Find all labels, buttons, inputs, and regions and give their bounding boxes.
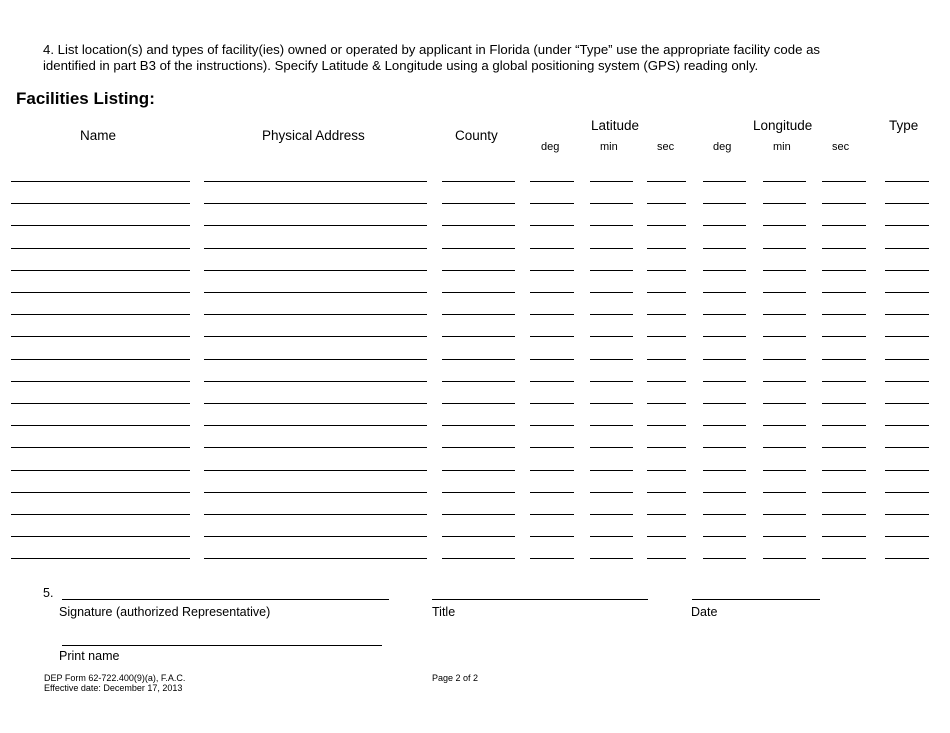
footer-effective-date: Effective date: December 17, 2013: [44, 683, 183, 693]
type-field[interactable]: [885, 225, 929, 226]
lon-min-field[interactable]: [763, 270, 806, 271]
type-field[interactable]: [885, 536, 929, 537]
subheader-lon-deg: deg: [713, 141, 732, 153]
county-field[interactable]: [442, 536, 515, 537]
name-field[interactable]: [11, 248, 190, 249]
county-field[interactable]: [442, 492, 515, 493]
county-field[interactable]: [442, 314, 515, 315]
footer-form-id: DEP Form 62-722.400(9)(a), F.A.C.: [44, 673, 186, 683]
name-field[interactable]: [11, 225, 190, 226]
lat-min-field[interactable]: [590, 558, 633, 559]
column-header-county: County: [455, 128, 498, 143]
name-field[interactable]: [11, 270, 190, 271]
instruction-line-2: identified in part B3 of the instructions). Specify Latitude & Longitude using a global positioning system (GPS) reading only.: [43, 58, 759, 73]
type-field[interactable]: [885, 248, 929, 249]
name-field[interactable]: [11, 492, 190, 493]
lon-min-field[interactable]: [763, 514, 806, 515]
county-field[interactable]: [442, 203, 515, 204]
county-field[interactable]: [442, 403, 515, 404]
lon-min-field[interactable]: [763, 381, 806, 382]
lon-deg-field[interactable]: [703, 514, 746, 515]
footer-page-number: Page 2 of 2: [432, 673, 479, 683]
type-field[interactable]: [885, 359, 929, 360]
address-field[interactable]: [204, 336, 427, 337]
name-field[interactable]: [11, 359, 190, 360]
lat-sec-field[interactable]: [647, 336, 686, 337]
lon-min-field[interactable]: [763, 558, 806, 559]
lat-min-field[interactable]: [590, 403, 633, 404]
lat-sec-field[interactable]: [647, 492, 686, 493]
address-field[interactable]: [204, 203, 427, 204]
name-field[interactable]: [11, 203, 190, 204]
lon-sec-field[interactable]: [822, 381, 866, 382]
name-field[interactable]: [11, 470, 190, 471]
name-field[interactable]: [11, 292, 190, 293]
lon-sec-field[interactable]: [822, 492, 866, 493]
address-field[interactable]: [204, 314, 427, 315]
lat-deg-field[interactable]: [530, 359, 574, 360]
name-field[interactable]: [11, 447, 190, 448]
lat-min-field[interactable]: [590, 492, 633, 493]
address-field[interactable]: [204, 492, 427, 493]
lat-min-field[interactable]: [590, 381, 633, 382]
lat-sec-field[interactable]: [647, 248, 686, 249]
address-field[interactable]: [204, 359, 427, 360]
type-field[interactable]: [885, 336, 929, 337]
lat-min-field[interactable]: [590, 536, 633, 537]
lon-sec-field[interactable]: [822, 359, 866, 360]
lat-min-field[interactable]: [590, 248, 633, 249]
instruction-line-1: 4. List location(s) and types of facility(ies) owned or operated by applicant in Florida (under “Type” use the appropriate facility code as: [43, 42, 820, 57]
county-field[interactable]: [442, 470, 515, 471]
lon-deg-field[interactable]: [703, 203, 746, 204]
county-field[interactable]: [442, 359, 515, 360]
lat-deg-field[interactable]: [530, 514, 574, 515]
date-line[interactable]: [692, 599, 820, 600]
print-name-label: Print name: [59, 649, 120, 663]
lon-min-field[interactable]: [763, 314, 806, 315]
lat-deg-field[interactable]: [530, 447, 574, 448]
lat-min-field[interactable]: [590, 314, 633, 315]
column-header-latitude: Latitude: [591, 118, 640, 133]
lat-min-field[interactable]: [590, 270, 633, 271]
lat-min-field[interactable]: [590, 514, 633, 515]
lon-deg-field[interactable]: [703, 447, 746, 448]
print-name-line[interactable]: [62, 645, 382, 646]
lon-deg-field[interactable]: [703, 225, 746, 226]
lat-sec-field[interactable]: [647, 359, 686, 360]
address-field[interactable]: [204, 536, 427, 537]
name-field[interactable]: [11, 314, 190, 315]
column-header-longitude: Longitude: [753, 118, 813, 133]
name-field[interactable]: [11, 425, 190, 426]
type-field[interactable]: [885, 558, 929, 559]
lat-deg-field[interactable]: [530, 536, 574, 537]
lat-deg-field[interactable]: [530, 381, 574, 382]
type-field[interactable]: [885, 447, 929, 448]
lon-min-field[interactable]: [763, 248, 806, 249]
type-field[interactable]: [885, 492, 929, 493]
lat-sec-field[interactable]: [647, 292, 686, 293]
lat-min-field[interactable]: [590, 425, 633, 426]
type-field[interactable]: [885, 381, 929, 382]
lon-sec-field[interactable]: [822, 447, 866, 448]
lon-sec-field[interactable]: [822, 536, 866, 537]
county-field[interactable]: [442, 270, 515, 271]
lat-sec-field[interactable]: [647, 181, 686, 182]
county-field[interactable]: [442, 248, 515, 249]
lon-sec-field[interactable]: [822, 270, 866, 271]
date-label: Date: [691, 605, 718, 619]
lon-deg-field[interactable]: [703, 403, 746, 404]
lon-sec-field[interactable]: [822, 292, 866, 293]
lat-sec-field[interactable]: [647, 381, 686, 382]
title-label: Title: [432, 605, 456, 619]
lon-sec-field[interactable]: [822, 314, 866, 315]
lat-deg-field[interactable]: [530, 225, 574, 226]
type-field[interactable]: [885, 203, 929, 204]
lon-deg-field[interactable]: [703, 425, 746, 426]
address-field[interactable]: [204, 514, 427, 515]
address-field[interactable]: [204, 447, 427, 448]
signature-label: Signature (authorized Representative): [59, 605, 271, 619]
subheader-lon-sec: sec: [832, 141, 850, 153]
column-header-type: Type: [889, 118, 919, 133]
address-field[interactable]: [204, 381, 427, 382]
lat-min-field[interactable]: [590, 203, 633, 204]
lon-deg-field[interactable]: [703, 359, 746, 360]
type-field[interactable]: [885, 403, 929, 404]
subheader-lat-min: min: [600, 141, 618, 153]
lon-min-field[interactable]: [763, 425, 806, 426]
section-heading: Facilities Listing:: [16, 89, 155, 108]
county-field[interactable]: [442, 336, 515, 337]
lon-min-field[interactable]: [763, 336, 806, 337]
lon-deg-field[interactable]: [703, 270, 746, 271]
lat-sec-field[interactable]: [647, 447, 686, 448]
lon-min-field[interactable]: [763, 447, 806, 448]
lon-min-field[interactable]: [763, 403, 806, 404]
name-field[interactable]: [11, 403, 190, 404]
lat-deg-field[interactable]: [530, 492, 574, 493]
type-field[interactable]: [885, 181, 929, 182]
lat-min-field[interactable]: [590, 292, 633, 293]
column-header-name: Name: [80, 128, 117, 143]
lat-sec-field[interactable]: [647, 314, 686, 315]
address-field[interactable]: [204, 181, 427, 182]
type-field[interactable]: [885, 270, 929, 271]
address-field[interactable]: [204, 403, 427, 404]
lat-deg-field[interactable]: [530, 403, 574, 404]
lon-min-field[interactable]: [763, 225, 806, 226]
lat-deg-field[interactable]: [530, 248, 574, 249]
lat-deg-field[interactable]: [530, 181, 574, 182]
footer-form-info: [44, 673, 185, 693]
lon-deg-field[interactable]: [703, 558, 746, 559]
name-field[interactable]: [11, 536, 190, 537]
lon-min-field[interactable]: [763, 492, 806, 493]
lon-sec-field[interactable]: [822, 203, 866, 204]
lat-min-field[interactable]: [590, 181, 633, 182]
lon-min-field[interactable]: [763, 292, 806, 293]
lon-deg-field[interactable]: [703, 492, 746, 493]
lat-sec-field[interactable]: [647, 403, 686, 404]
signature-line[interactable]: [62, 599, 389, 600]
lon-min-field[interactable]: [763, 359, 806, 360]
lat-min-field[interactable]: [590, 225, 633, 226]
county-field[interactable]: [442, 381, 515, 382]
address-field[interactable]: [204, 248, 427, 249]
type-field[interactable]: [885, 425, 929, 426]
lat-min-field[interactable]: [590, 470, 633, 471]
lat-deg-field[interactable]: [530, 470, 574, 471]
address-field[interactable]: [204, 270, 427, 271]
lon-sec-field[interactable]: [822, 248, 866, 249]
type-field[interactable]: [885, 292, 929, 293]
column-header-address: Physical Address: [262, 128, 365, 143]
lon-deg-field[interactable]: [703, 470, 746, 471]
county-field[interactable]: [442, 425, 515, 426]
lat-sec-field[interactable]: [647, 203, 686, 204]
lat-deg-field[interactable]: [530, 558, 574, 559]
type-field[interactable]: [885, 314, 929, 315]
type-field[interactable]: [885, 470, 929, 471]
lat-sec-field[interactable]: [647, 425, 686, 426]
lat-deg-field[interactable]: [530, 336, 574, 337]
lat-sec-field[interactable]: [647, 514, 686, 515]
lat-min-field[interactable]: [590, 336, 633, 337]
lon-deg-field[interactable]: [703, 314, 746, 315]
address-field[interactable]: [204, 225, 427, 226]
lon-deg-field[interactable]: [703, 181, 746, 182]
lon-min-field[interactable]: [763, 470, 806, 471]
title-line[interactable]: [432, 599, 648, 600]
lon-deg-field[interactable]: [703, 536, 746, 537]
lat-deg-field[interactable]: [530, 203, 574, 204]
lon-sec-field[interactable]: [822, 225, 866, 226]
lon-sec-field[interactable]: [822, 558, 866, 559]
lat-deg-field[interactable]: [530, 292, 574, 293]
lat-deg-field[interactable]: [530, 314, 574, 315]
county-field[interactable]: [442, 292, 515, 293]
item-number-5: 5.: [43, 586, 54, 600]
lon-deg-field[interactable]: [703, 381, 746, 382]
lat-sec-field[interactable]: [647, 470, 686, 471]
lat-sec-field[interactable]: [647, 270, 686, 271]
lon-min-field[interactable]: [763, 203, 806, 204]
lat-sec-field[interactable]: [647, 225, 686, 226]
county-field[interactable]: [442, 181, 515, 182]
name-field[interactable]: [11, 181, 190, 182]
address-field[interactable]: [204, 558, 427, 559]
address-field[interactable]: [204, 470, 427, 471]
address-field[interactable]: [204, 425, 427, 426]
county-field[interactable]: [442, 558, 515, 559]
subheader-lon-min: min: [773, 141, 791, 153]
lon-deg-field[interactable]: [703, 292, 746, 293]
lon-deg-field[interactable]: [703, 336, 746, 337]
address-field[interactable]: [204, 292, 427, 293]
lon-min-field[interactable]: [763, 181, 806, 182]
lon-deg-field[interactable]: [703, 248, 746, 249]
name-field[interactable]: [11, 514, 190, 515]
lon-sec-field[interactable]: [822, 470, 866, 471]
lon-sec-field[interactable]: [822, 181, 866, 182]
lat-sec-field[interactable]: [647, 536, 686, 537]
lat-min-field[interactable]: [590, 447, 633, 448]
lat-min-field[interactable]: [590, 359, 633, 360]
lon-min-field[interactable]: [763, 536, 806, 537]
subheader-lat-deg: deg: [541, 141, 560, 153]
county-field[interactable]: [442, 225, 515, 226]
name-field[interactable]: [11, 381, 190, 382]
lon-sec-field[interactable]: [822, 514, 866, 515]
lat-deg-field[interactable]: [530, 270, 574, 271]
name-field[interactable]: [11, 558, 190, 559]
type-field[interactable]: [885, 514, 929, 515]
name-field[interactable]: [11, 336, 190, 337]
county-field[interactable]: [442, 447, 515, 448]
lon-sec-field[interactable]: [822, 336, 866, 337]
county-field[interactable]: [442, 514, 515, 515]
lat-deg-field[interactable]: [530, 425, 574, 426]
lat-sec-field[interactable]: [647, 558, 686, 559]
lon-sec-field[interactable]: [822, 425, 866, 426]
lon-sec-field[interactable]: [822, 403, 866, 404]
subheader-lat-sec: sec: [657, 141, 675, 153]
